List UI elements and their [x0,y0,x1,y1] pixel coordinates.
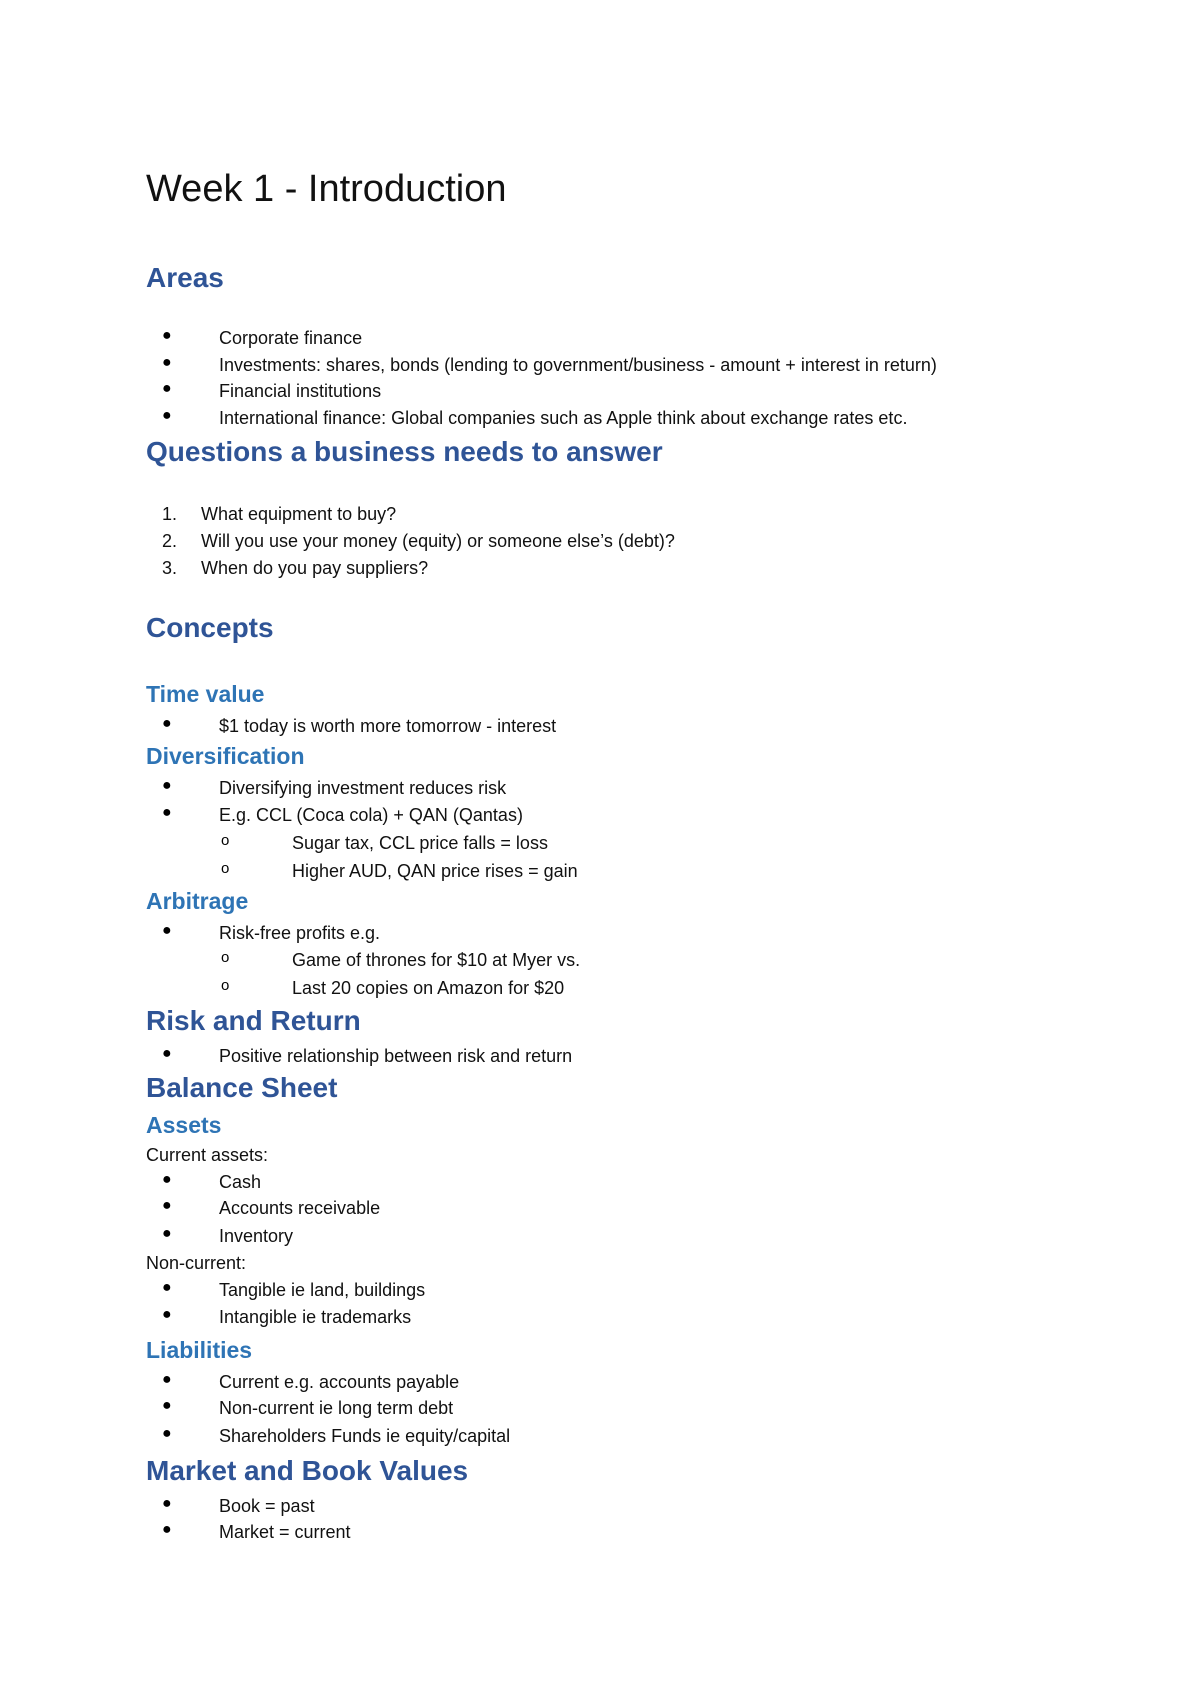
heading-liabilities: Liabilities [146,1337,253,1363]
list-item: International finance: Global companies such as Apple think about exchange rates etc. [219,408,908,428]
heading-questions: Questions a business needs to answer [146,436,663,467]
list-number: 1. [162,504,178,524]
list-item: Risk-free profits e.g. [219,923,381,943]
bullet-icon: ● [162,380,172,397]
heading-risk-return: Risk and Return [146,1005,361,1036]
list-item: Current e.g. accounts payable [219,1372,460,1392]
heading-time-value: Time value [146,681,265,707]
heading-areas: Areas [146,262,224,293]
list-item: Cash [219,1172,262,1192]
bullet-icon: ● [162,1045,172,1062]
list-item: Shareholders Funds ie equity/capital [219,1426,511,1446]
bullet-icon: ● [162,1225,172,1242]
sub-list-item: Last 20 copies on Amazon for $20 [292,978,565,998]
bullet-icon: ● [162,804,172,821]
bullet-icon: ● [162,1425,172,1442]
list-item: Inventory [219,1226,294,1246]
bullet-icon: ● [162,1197,172,1214]
list-item: When do you pay suppliers? [201,558,429,578]
heading-market-book: Market and Book Values [146,1455,469,1486]
list-item: Market = current [219,1522,351,1542]
sub-list-item: Sugar tax, CCL price falls = loss [292,833,548,853]
list-number: 2. [162,531,178,551]
bullet-icon: ● [162,715,172,732]
page-title: Week 1 - Introduction [146,168,507,210]
sub-list-item: Higher AUD, QAN price rises = gain [292,861,578,881]
list-item: Diversifying investment reduces risk [219,778,507,798]
list-item: Intangible ie trademarks [219,1307,412,1327]
bullet-icon: ● [162,1279,172,1296]
sub-list-item: Game of thrones for $10 at Myer vs. [292,950,581,970]
bullet-icon: ● [162,922,172,939]
bullet-icon: ● [162,354,172,371]
sub-bullet-icon: o [221,949,230,966]
list-item: $1 today is worth more tomorrow - interest [219,716,557,736]
list-item: E.g. CCL (Coca cola) + QAN (Qantas) [219,805,523,825]
bullet-icon: ● [162,1171,172,1188]
list-item: Non-current ie long term debt [219,1398,454,1418]
bullet-icon: ● [162,1371,172,1388]
current-assets-label: Current assets: [146,1145,269,1165]
bullet-icon: ● [162,1521,172,1538]
list-item: Corporate finance [219,328,363,348]
bullet-icon: ● [162,1495,172,1512]
list-item: What equipment to buy? [201,504,397,524]
noncurrent-label: Non-current: [146,1253,247,1273]
bullet-icon: ● [162,1397,172,1414]
heading-concepts: Concepts [146,612,274,643]
bullet-icon: ● [162,1306,172,1323]
list-item: Investments: shares, bonds (lending to government/business - amount + interest in return) [219,355,937,375]
heading-balance-sheet: Balance Sheet [146,1072,338,1103]
sub-bullet-icon: o [221,832,230,849]
sub-bullet-icon: o [221,977,230,994]
bullet-icon: ● [162,777,172,794]
list-number: 3. [162,558,178,578]
list-item: Tangible ie land, buildings [219,1280,426,1300]
list-item: Will you use your money (equity) or someone else’s (debt)? [201,531,675,551]
bullet-icon: ● [162,327,172,344]
sub-bullet-icon: o [221,860,230,877]
heading-diversification: Diversification [146,743,305,769]
heading-arbitrage: Arbitrage [146,888,249,914]
list-item: Book = past [219,1496,315,1516]
heading-assets: Assets [146,1112,222,1138]
list-item: Accounts receivable [219,1198,381,1218]
list-item: Financial institutions [219,381,382,401]
list-item: Positive relationship between risk and return [219,1046,573,1066]
bullet-icon: ● [162,407,172,424]
